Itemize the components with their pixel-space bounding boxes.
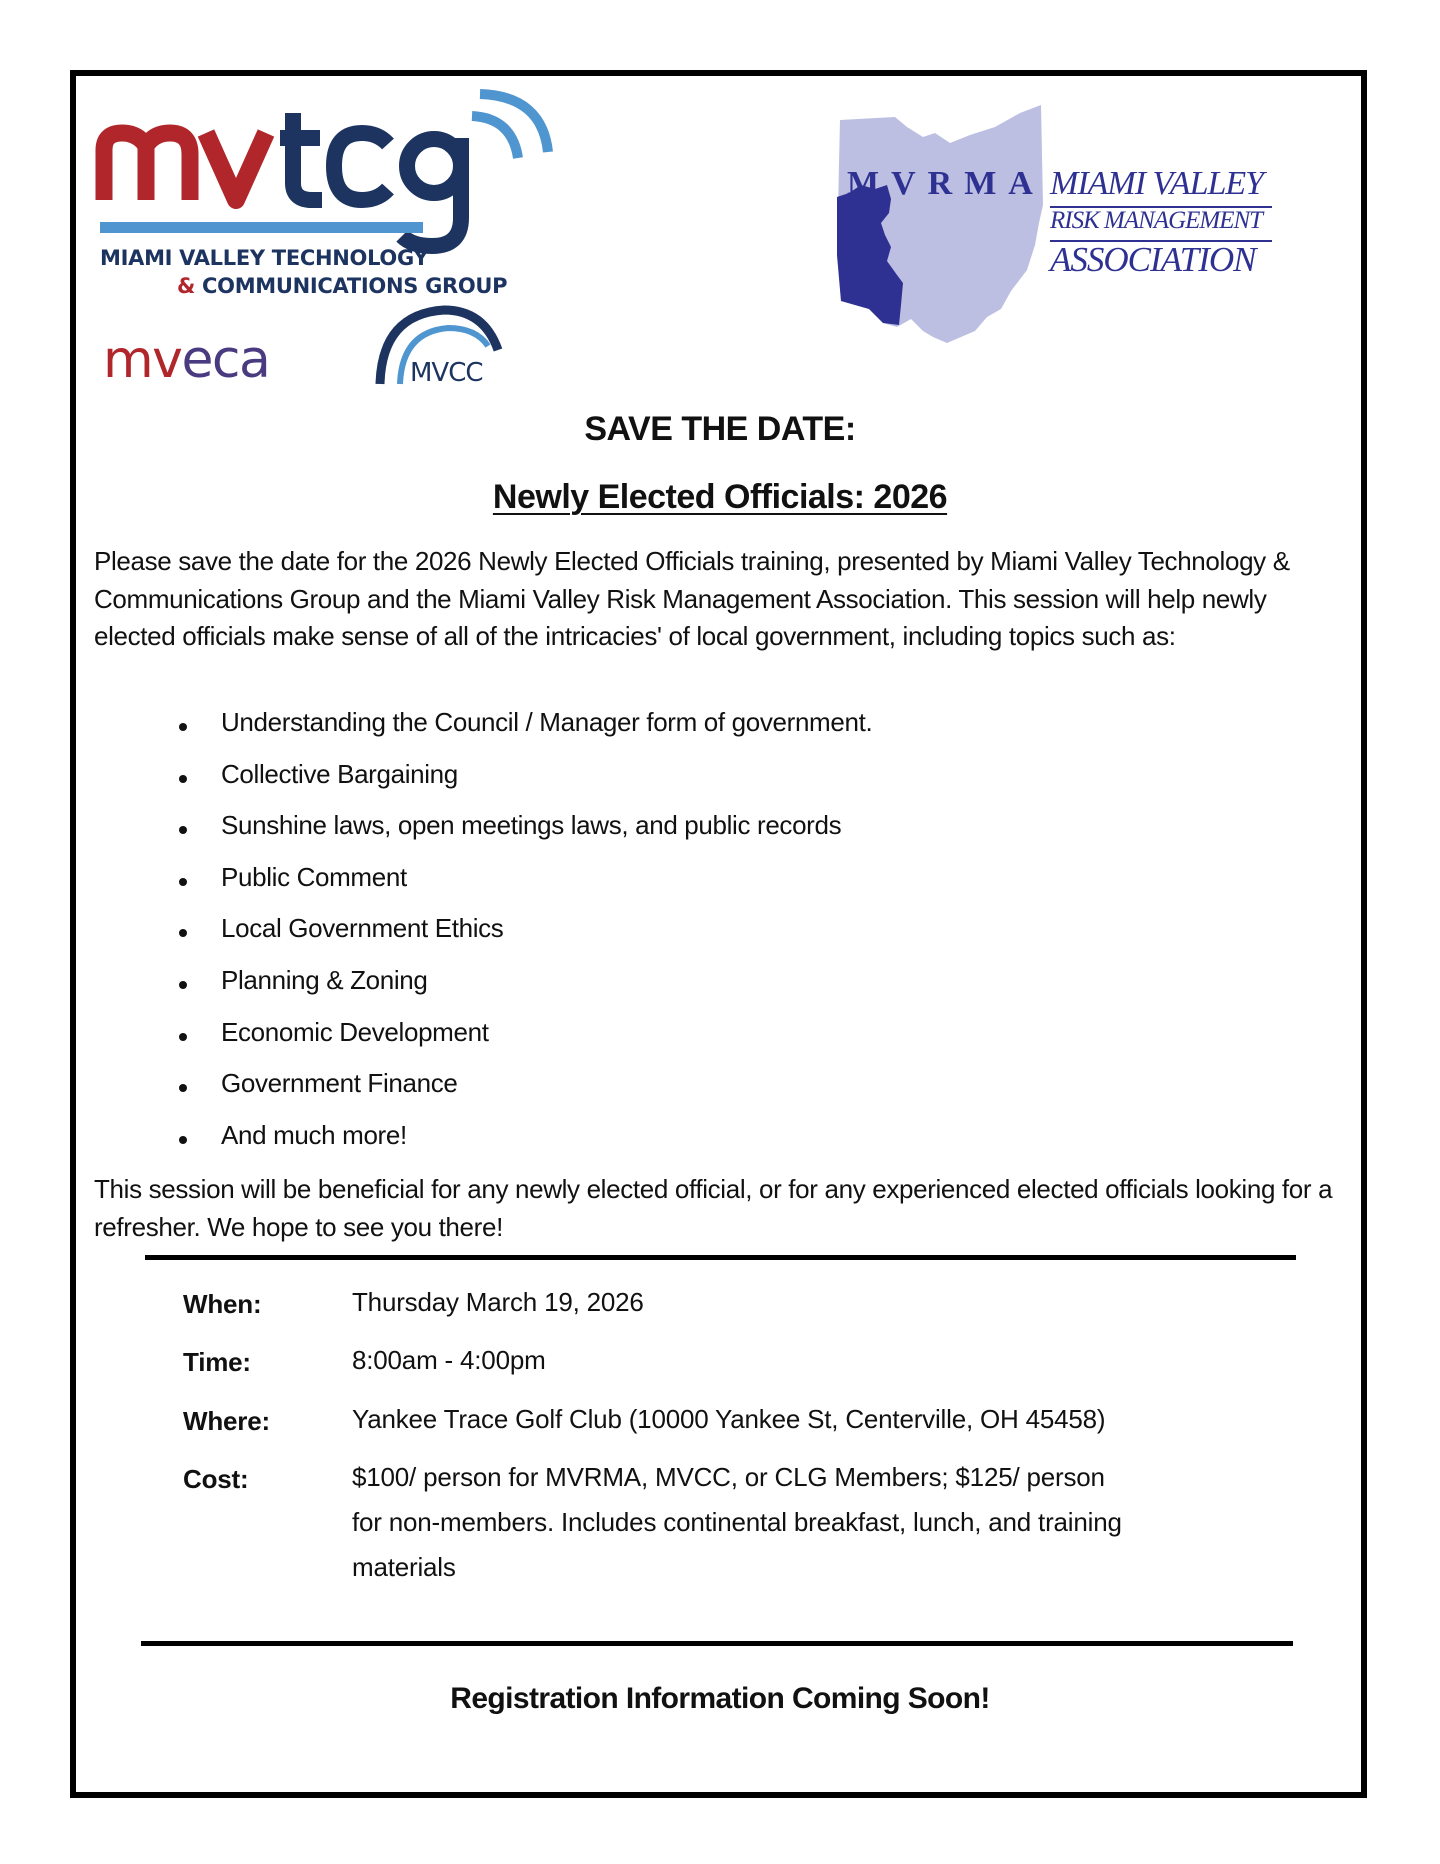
- bullet-icon: [179, 1033, 187, 1041]
- bullet-icon: [179, 878, 187, 886]
- bullet-icon: [179, 775, 187, 783]
- mvrma-logo: [835, 105, 1275, 350]
- mvtcg-underline-bar: [100, 222, 423, 233]
- mvtcg-letter-g: [407, 139, 461, 193]
- mvcc-logo: [372, 304, 502, 386]
- mvtcg-letter-v: [206, 133, 266, 200]
- mvtcg-ampersand: &: [177, 274, 196, 298]
- mvtcg-letter-t: [280, 113, 322, 200]
- intro-paragraph: Please save the date for the 2026 Newly Elected Officials training, presented by Miami Valley Technology & Communications Group and the Miami Valley Risk Management Association. This session will help newly elected officials make sense of all of the intricacies' of local government, including topics such as:: [94, 546, 1290, 651]
- mvtcg-subtitle-line1: MIAMI VALLEY TECHNOLOGY: [100, 246, 429, 270]
- bullet-icon: [179, 981, 187, 989]
- mvrma-name-line2: RISK MANAGEMENT: [1050, 207, 1263, 234]
- signal-icon: [472, 116, 518, 158]
- closing-paragraph: This session will be beneficial for any newly elected official, or for any experienced elected officials looking for a refresher. We hope to see you there!: [94, 1174, 1333, 1242]
- detail-value-date: Thursday March 19, 2026: [352, 1287, 644, 1317]
- mvtcg-subtitle-line2-text: COMMUNICATIONS GROUP: [202, 274, 508, 298]
- detail-value-time: 8:00am - 4:00pm: [352, 1345, 546, 1375]
- mvrma-name-line1: MIAMI VALLEY: [1050, 165, 1264, 202]
- detail-label: Time:: [183, 1347, 251, 1377]
- detail-value-cost-line2: for non-members. Includes continental breakfast, lunch, and training: [352, 1507, 1122, 1537]
- bullet-icon: [179, 723, 187, 731]
- detail-value-cost-line3: materials: [352, 1552, 456, 1582]
- event-title: Newly Elected Officials: 2026: [492, 478, 948, 516]
- mveca-logo-part1: mv: [103, 330, 182, 390]
- detail-label: Cost:: [183, 1464, 249, 1494]
- registration-notice: Registration Information Coming Soon!: [450, 1682, 990, 1715]
- detail-value-location: Yankee Trace Golf Club (10000 Yankee St, Centerville, OH 45458): [352, 1404, 1106, 1434]
- detail-label: When:: [183, 1289, 262, 1319]
- divider-bottom: [141, 1641, 1293, 1646]
- divider-top: [145, 1255, 1296, 1260]
- detail-value-cost-line1: $100/ person for MVRMA, MVCC, or CLG Members; $125/ person: [352, 1462, 1105, 1492]
- mvtcg-subtitle-line2: [177, 274, 507, 298]
- mvtcg-logo: [100, 88, 560, 308]
- mvrma-name-line3: ASSOCIATION: [1050, 240, 1256, 279]
- mvrma-acronym: MVRMA: [847, 165, 1045, 202]
- save-the-date-heading: SAVE THE DATE:: [584, 410, 856, 448]
- bullet-icon: [179, 1136, 187, 1144]
- mvtcg-letter-c: [334, 133, 388, 200]
- mveca-logo-part2: eca: [181, 330, 270, 390]
- detail-label: Where:: [183, 1406, 270, 1436]
- mveca-logo: [103, 330, 269, 390]
- mvcc-logo-text: MVCC: [410, 358, 483, 388]
